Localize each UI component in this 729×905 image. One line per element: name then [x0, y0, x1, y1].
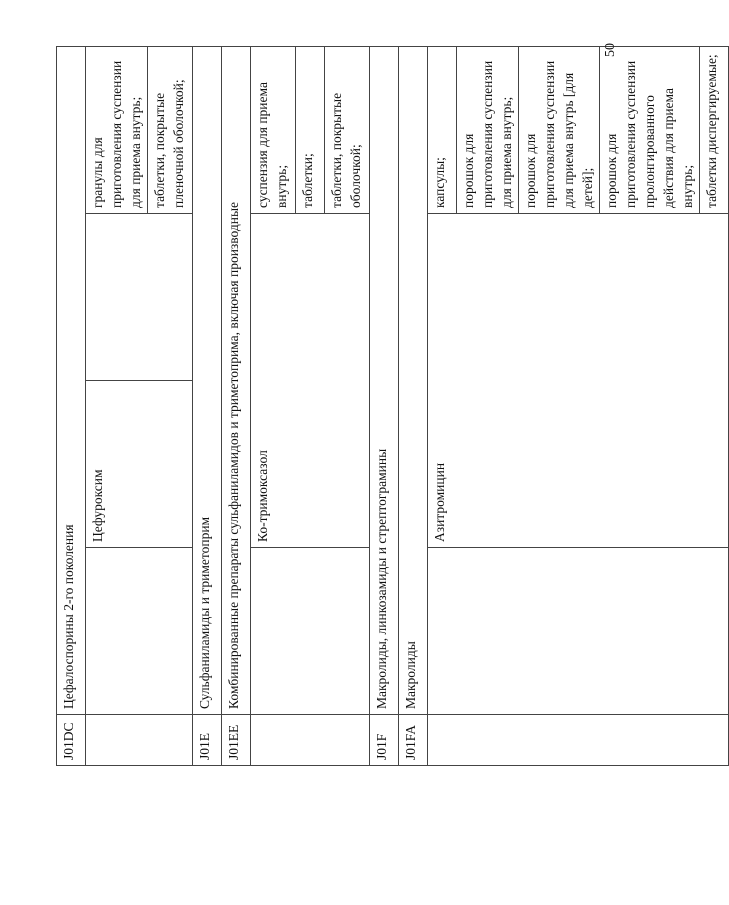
drug-name: Цефуроксим [86, 381, 193, 548]
group-name-empty [428, 548, 729, 715]
drug-name: Ко-тримоксазол [251, 214, 370, 548]
drug-table [56, 46, 729, 766]
page-number: 50 [603, 43, 618, 57]
table-row [399, 47, 428, 766]
table-row [57, 47, 86, 766]
group-name-empty [251, 548, 370, 715]
atc-code: J01E [193, 715, 222, 766]
atc-code: J01FA [399, 715, 428, 766]
table-row [370, 47, 399, 766]
atc-code-empty [86, 715, 193, 766]
drug-extra-empty [86, 214, 193, 381]
dosage-form: таблетки, покрытые оболочкой; [325, 47, 370, 214]
dosage-form: таблетки; [296, 47, 325, 214]
atc-code-empty [428, 715, 729, 766]
table-row [222, 47, 251, 766]
atc-code: J01F [370, 715, 399, 766]
atc-code: J01DC [57, 715, 86, 766]
dosage-form: капсулы; [428, 47, 457, 214]
drug-name: Азитромицин [428, 214, 729, 548]
group-name: Цефалоспорины 2-го поколения [57, 47, 86, 715]
table-row [251, 47, 296, 766]
table-row [86, 47, 148, 766]
group-name: Сульфаниламиды и триметоприм [193, 47, 222, 715]
dosage-form: таблетки диспергируемые; [700, 47, 729, 214]
table-row [193, 47, 222, 766]
dosage-form: гранулы для приготовления суспензии для приема внутрь; [86, 47, 148, 214]
atc-code: J01EE [222, 715, 251, 766]
dosage-form: порошок для приготовления суспензии пролонгированного действия для приема внутрь; [600, 47, 700, 214]
group-name: Макролиды [399, 47, 428, 715]
dosage-form: таблетки, покрытые пленочной оболочкой; [148, 47, 193, 214]
dosage-form: суспензия для приема внутрь; [251, 47, 296, 214]
atc-code-empty [251, 715, 370, 766]
group-name: Комбинированные препараты сульфаниламидов и триметоприма, включая производные [222, 47, 251, 715]
group-name: Макролиды, линкозамиды и стрептограмины [370, 47, 399, 715]
dosage-form: порошок для приготовления суспензии для приема внутрь [для детей]; [519, 47, 600, 214]
group-name-empty [86, 548, 193, 715]
table-row [428, 47, 457, 766]
dosage-form: порошок для приготовления суспензии для приема внутрь; [457, 47, 519, 214]
